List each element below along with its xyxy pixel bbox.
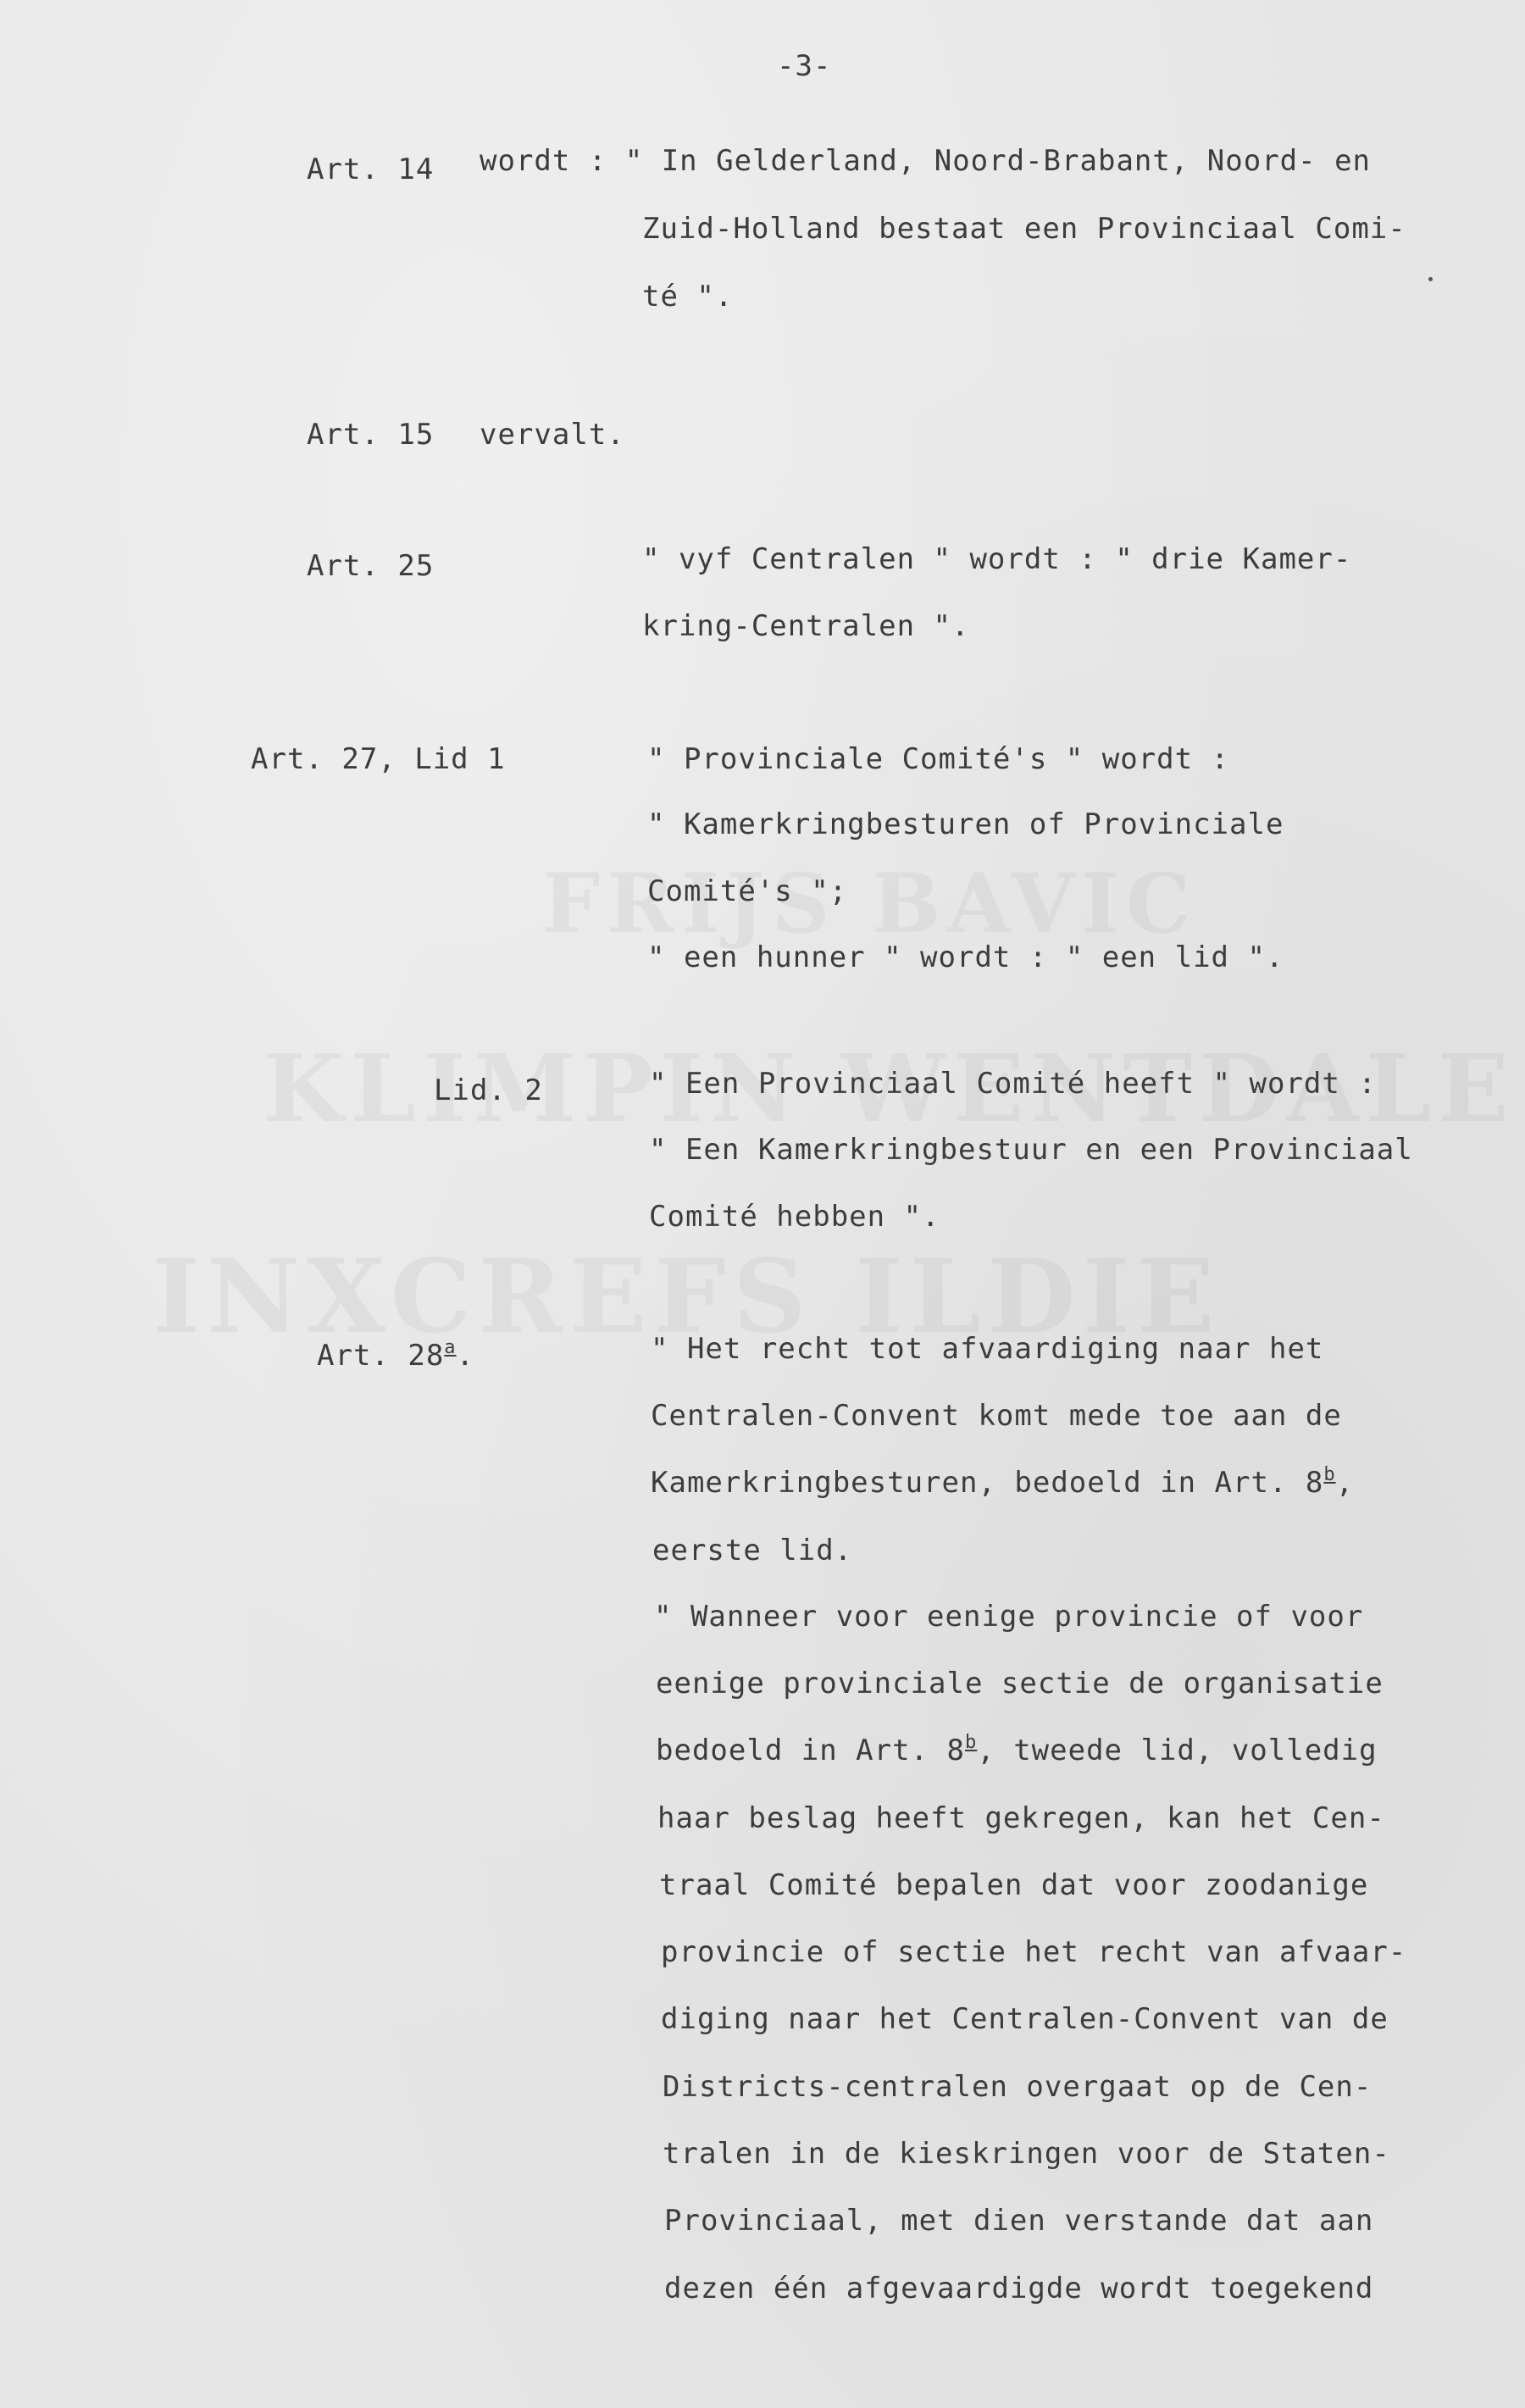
art27-line-2: " Kamerkringbesturen of Provinciale bbox=[647, 807, 1284, 841]
art28a-p2-line-6: provincie of sectie het recht van afvaar- bbox=[661, 1935, 1407, 1969]
art28a-p1-line-3-superscript: b bbox=[1323, 1464, 1336, 1485]
art14-line-3: té ". bbox=[642, 280, 734, 313]
art28a-p2-line-5: traal Comité bepalen dat voor zoodanige bbox=[659, 1868, 1369, 1902]
page-number: -3- bbox=[777, 49, 832, 83]
art28a-p2-line-9: tralen in de kieskringen voor de Staten- bbox=[663, 2137, 1390, 2171]
art25-line-2: kring-Centralen ". bbox=[642, 609, 970, 643]
art27-line-3: Comité's "; bbox=[647, 874, 848, 908]
art28a-p2-line-3-main: bedoeld in Art. 8 bbox=[656, 1734, 965, 1767]
art25-label: Art. 25 bbox=[307, 549, 435, 583]
art27-label: Art. 27, Lid 1 bbox=[251, 742, 506, 776]
art28a-p2-line-1: " Wanneer voor eenige provincie of voor bbox=[654, 1600, 1364, 1634]
art14-label: Art. 14 bbox=[307, 153, 435, 186]
art28a-label-period: . bbox=[456, 1339, 475, 1373]
lid2-line-3: Comité hebben ". bbox=[649, 1200, 940, 1234]
art28a-label-main: Art. 28 bbox=[317, 1339, 445, 1373]
art28a-p2-line-3-superscript: b bbox=[965, 1732, 978, 1753]
art28a-p2-line-4: haar beslag heeft gekregen, kan het Cen- bbox=[657, 1801, 1385, 1835]
watermark-line-1 bbox=[542, 856, 1197, 952]
art28a-p2-line-8: Districts-centralen overgaat op de Cen- bbox=[663, 2070, 1372, 2104]
art28a-p2-line-2: eenige provinciale sectie de organisatie bbox=[656, 1667, 1384, 1701]
art14-line-1: wordt : " In Gelderland, Noord-Brabant, Noord- en bbox=[480, 144, 1372, 178]
art25-line-1: " vyf Centralen " wordt : " drie Kamer- bbox=[642, 542, 1352, 576]
art28a-p2-line-10: Provinciaal, met dien verstande dat aan bbox=[664, 2204, 1374, 2238]
art28a-label-superscript: a bbox=[444, 1337, 457, 1358]
lid2-line-2: " Een Kamerkringbestuur en een Provinciaal bbox=[649, 1133, 1413, 1167]
art28a-p1-line-4: eerste lid. bbox=[652, 1534, 853, 1567]
lid2-line-1: " Een Provinciaal Comité heeft " wordt : bbox=[649, 1067, 1377, 1101]
lid2-label: Lid. 2 bbox=[434, 1074, 543, 1107]
art15-text: vervalt. bbox=[480, 418, 625, 452]
art27-line-4: " een hunner " wordt : " een lid ". bbox=[647, 940, 1284, 974]
art28a-p2-line-3-rest: , tweede lid, volledig bbox=[977, 1734, 1378, 1767]
art28a-label bbox=[317, 1339, 474, 1373]
art28a-p1-line-2: Centralen-Convent komt mede toe aan de bbox=[651, 1399, 1342, 1433]
art28a-p1-line-1: " Het recht tot afvaardiging naar het bbox=[651, 1332, 1324, 1366]
art28a-p1-line-3-main: Kamerkringbesturen, bedoeld in Art. 8 bbox=[651, 1466, 1324, 1500]
art28a-p2-line-3 bbox=[656, 1734, 1378, 1767]
art14-line-2: Zuid-Holland bestaat een Provinciaal Comi- bbox=[642, 212, 1406, 246]
art28a-p2-line-11: dezen één afgevaardigde wordt toegekend bbox=[664, 2272, 1374, 2305]
stray-mark bbox=[1428, 277, 1433, 281]
art27-line-1: " Provinciale Comité's " wordt : bbox=[647, 742, 1230, 776]
art28a-p2-line-7: diging naar het Centralen-Convent van de bbox=[661, 2002, 1389, 2036]
art28a-p1-line-3-comma: , bbox=[1335, 1466, 1355, 1500]
art28a-p1-line-3 bbox=[651, 1466, 1354, 1500]
art15-label: Art. 15 bbox=[307, 418, 435, 452]
